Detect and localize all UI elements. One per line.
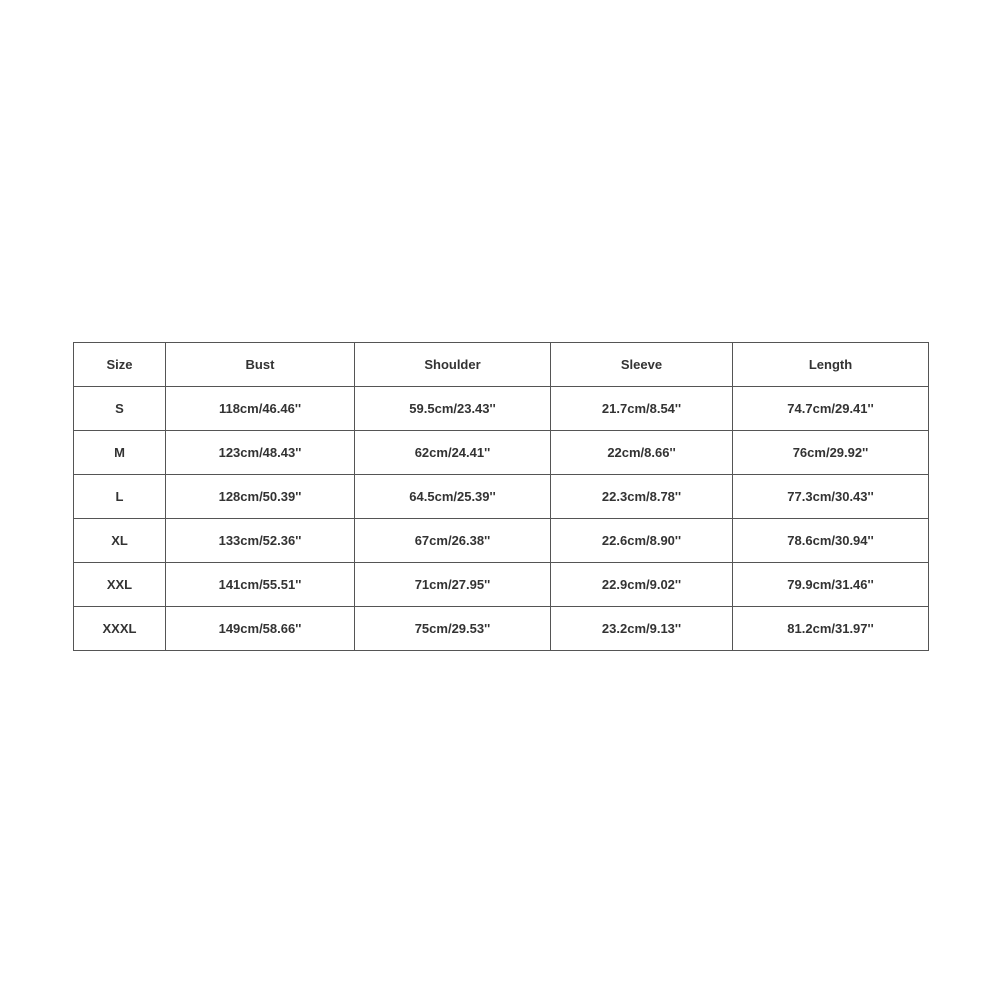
cell-length: 76cm/29.92'' — [733, 431, 929, 475]
cell-length: 74.7cm/29.41'' — [733, 387, 929, 431]
cell-shoulder: 59.5cm/23.43'' — [355, 387, 551, 431]
cell-sleeve: 23.2cm/9.13'' — [551, 607, 733, 651]
header-sleeve: Sleeve — [551, 343, 733, 387]
cell-shoulder: 71cm/27.95'' — [355, 563, 551, 607]
header-shoulder: Shoulder — [355, 343, 551, 387]
table-row — [74, 431, 929, 475]
cell-length: 78.6cm/30.94'' — [733, 519, 929, 563]
cell-size: S — [74, 387, 166, 431]
cell-length: 81.2cm/31.97'' — [733, 607, 929, 651]
cell-length: 79.9cm/31.46'' — [733, 563, 929, 607]
cell-bust: 149cm/58.66'' — [166, 607, 355, 651]
table-row — [74, 607, 929, 651]
table-row — [74, 387, 929, 431]
header-length: Length — [733, 343, 929, 387]
cell-shoulder: 64.5cm/25.39'' — [355, 475, 551, 519]
cell-length: 77.3cm/30.43'' — [733, 475, 929, 519]
cell-bust: 128cm/50.39'' — [166, 475, 355, 519]
table-row — [74, 563, 929, 607]
cell-bust: 133cm/52.36'' — [166, 519, 355, 563]
cell-size: XXL — [74, 563, 166, 607]
cell-size: XL — [74, 519, 166, 563]
cell-bust: 118cm/46.46'' — [166, 387, 355, 431]
size-chart-table — [73, 342, 929, 651]
header-size: Size — [74, 343, 166, 387]
cell-bust: 141cm/55.51'' — [166, 563, 355, 607]
table-row — [74, 519, 929, 563]
table-header-row — [74, 343, 929, 387]
cell-shoulder: 62cm/24.41'' — [355, 431, 551, 475]
cell-sleeve: 22cm/8.66'' — [551, 431, 733, 475]
cell-size: M — [74, 431, 166, 475]
cell-sleeve: 22.3cm/8.78'' — [551, 475, 733, 519]
cell-size: XXXL — [74, 607, 166, 651]
cell-sleeve: 21.7cm/8.54'' — [551, 387, 733, 431]
cell-bust: 123cm/48.43'' — [166, 431, 355, 475]
header-bust: Bust — [166, 343, 355, 387]
table-row — [74, 475, 929, 519]
cell-shoulder: 75cm/29.53'' — [355, 607, 551, 651]
cell-sleeve: 22.6cm/8.90'' — [551, 519, 733, 563]
cell-size: L — [74, 475, 166, 519]
cell-shoulder: 67cm/26.38'' — [355, 519, 551, 563]
cell-sleeve: 22.9cm/9.02'' — [551, 563, 733, 607]
